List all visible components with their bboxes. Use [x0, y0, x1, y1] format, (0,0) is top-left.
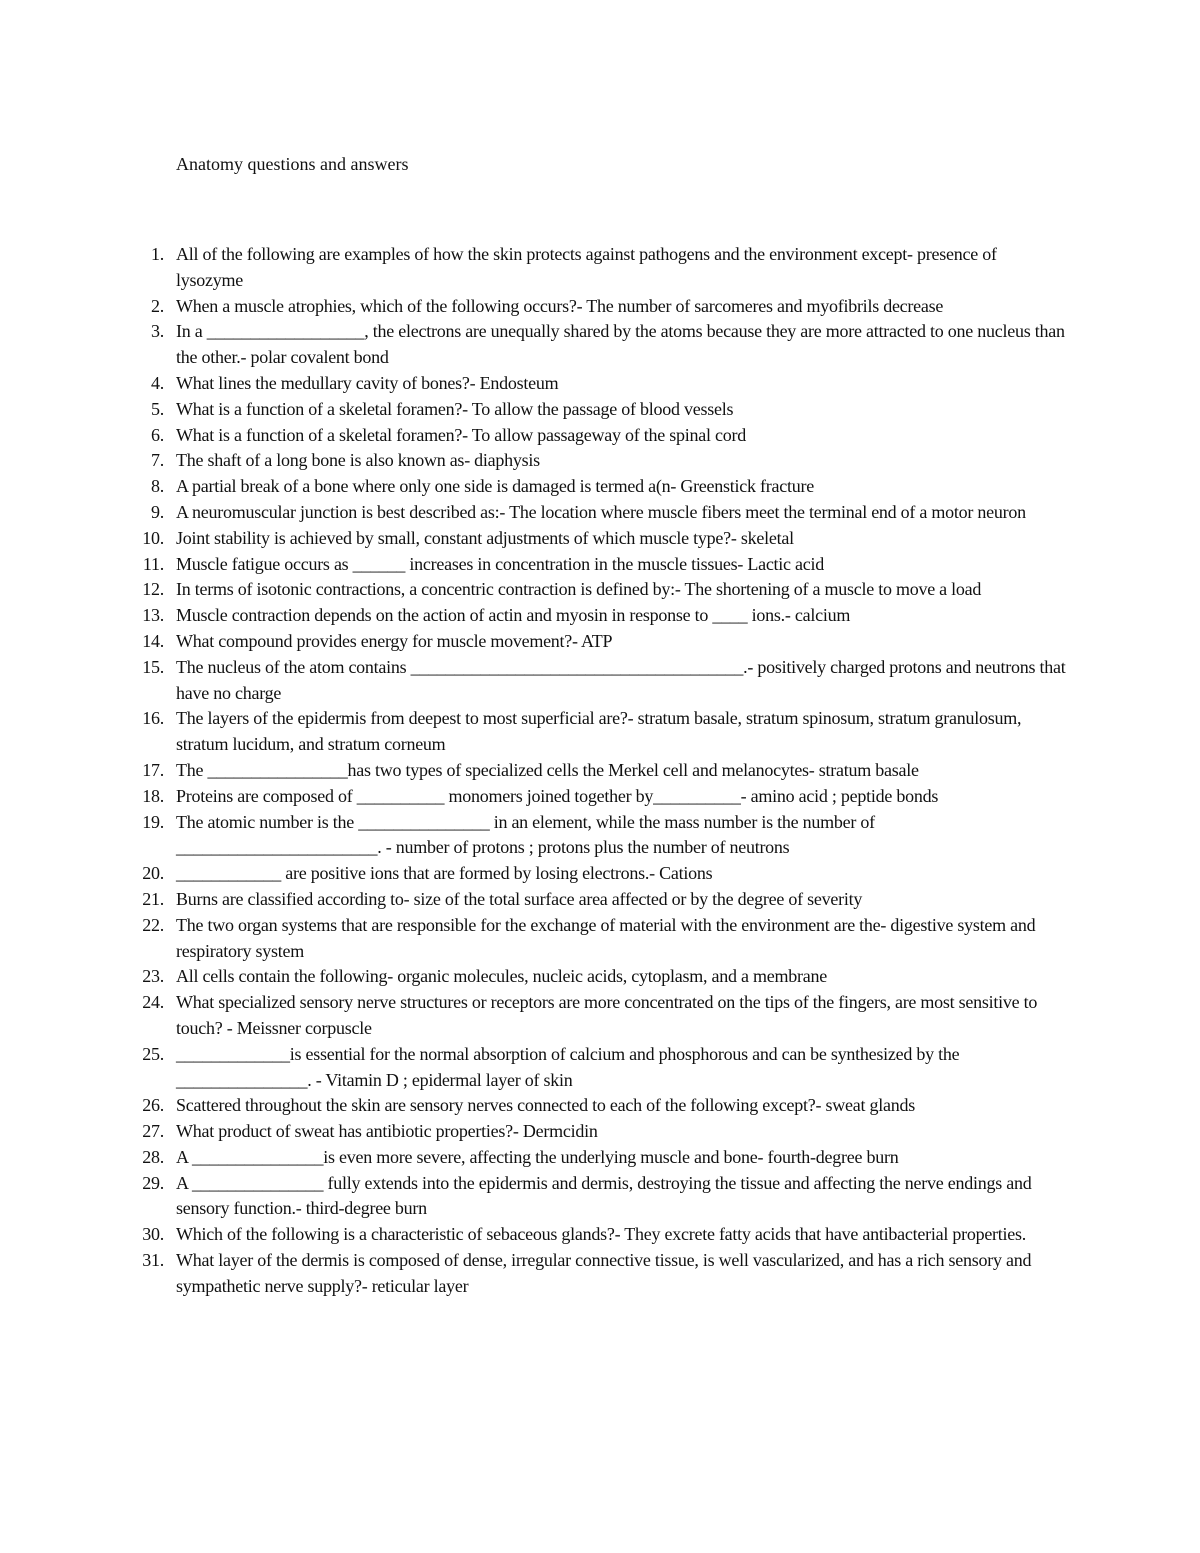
item-text: _____________is essential for the normal absorption of calcium and phosphorous and can be synthesized by the _______________. - Vitamin D ; epidermal layer of skin — [176, 1043, 960, 1090]
item-text: The nucleus of the atom contains ______________________________________.- positively charged protons and neutrons that have no charge — [176, 656, 1066, 703]
item-number: 19. — [142, 811, 164, 832]
item-number: 16. — [142, 708, 164, 729]
item-number: 2. — [151, 295, 164, 316]
item-number: 17. — [142, 759, 164, 780]
item-number: 24. — [142, 992, 164, 1013]
list-item — [0, 1042, 1066, 1094]
list-item — [0, 526, 1066, 552]
list-item — [0, 1119, 1066, 1145]
item-number: 25. — [142, 1043, 164, 1064]
item-number: 20. — [142, 863, 164, 884]
list-item — [0, 913, 1066, 965]
list-item — [0, 964, 1066, 990]
item-text: The shaft of a long bone is also known as- diaphysis — [176, 450, 540, 471]
item-text: A neuromuscular junction is best described as:- The location where muscle fibers meet the terminal end of a motor neuron — [176, 501, 1026, 522]
item-text: The ________________has two types of specialized cells the Merkel cell and melanocytes- stratum basale — [176, 759, 919, 780]
item-number: 30. — [142, 1224, 164, 1245]
item-number: 31. — [142, 1250, 164, 1271]
item-number: 12. — [142, 579, 164, 600]
item-number: 23. — [142, 966, 164, 987]
item-text: All of the following are examples of how the skin protects against pathogens and the environment except- presence of lysozyme — [176, 244, 997, 290]
item-text: The atomic number is the _______________ in an element, while the mass number is the number of _______________________. - number of protons ; protons plus the number of neutrons — [176, 811, 875, 858]
list-item — [0, 990, 1066, 1042]
item-text: Scattered throughout the skin are sensory nerves connected to each of the following except?- sweat glands — [176, 1095, 915, 1116]
list-item — [0, 706, 1066, 758]
list-item — [0, 371, 1066, 397]
list-item — [0, 887, 1066, 913]
list-item — [0, 758, 1066, 784]
list-item — [0, 861, 1066, 887]
list-item — [0, 810, 1066, 862]
item-text: A _______________is even more severe, affecting the underlying muscle and bone- fourth-degree burn — [176, 1146, 899, 1167]
item-text: The two organ systems that are responsible for the exchange of material with the environment are the- digestive system and respiratory system — [176, 914, 1036, 961]
item-number: 3. — [151, 321, 164, 342]
item-text: What specialized sensory nerve structures or receptors are more concentrated on the tips of the fingers, are most sensitive to touch? - Meissner corpuscle — [176, 992, 1038, 1038]
item-number: 14. — [142, 630, 164, 651]
document-title: Anatomy questions and answers — [176, 154, 409, 174]
item-text: A _______________ fully extends into the epidermis and dermis, destroying the tissue and affecting the nerve endings and sensory function.- third-degree burn — [176, 1172, 1032, 1219]
list-item — [0, 784, 1066, 810]
list-item — [0, 552, 1066, 578]
list-item — [0, 1248, 1066, 1300]
item-number: 29. — [142, 1172, 164, 1193]
item-number: 28. — [142, 1146, 164, 1167]
list-item — [0, 242, 1066, 294]
item-text: In a __________________, the electrons are unequally shared by the atoms because they are more attracted to one nucleus than the other.- polar covalent bond — [176, 321, 1065, 368]
list-item — [0, 603, 1066, 629]
item-text: Muscle contraction depends on the action of actin and myosin in response to ____ ions.- calcium — [176, 605, 851, 626]
item-number: 6. — [151, 424, 164, 445]
item-text: What layer of the dermis is composed of dense, irregular connective tissue, is well vascularized, and has a rich sensory and sympathetic nerve supply?- reticular layer — [176, 1250, 1032, 1296]
list-item — [0, 294, 1066, 320]
list-item — [0, 1222, 1066, 1248]
item-number: 5. — [151, 398, 164, 419]
item-text: Joint stability is achieved by small, constant adjustments of which muscle type?- skeletal — [176, 527, 794, 548]
list-item — [0, 474, 1066, 500]
item-number: 8. — [151, 476, 164, 497]
item-text: A partial break of a bone where only one side is damaged is termed a(n- Greenstick fracture — [176, 476, 814, 497]
list-item — [0, 577, 1066, 603]
item-number: 27. — [142, 1121, 164, 1142]
item-text: What compound provides energy for muscle movement?- ATP — [176, 630, 613, 651]
list-item — [0, 1145, 1066, 1171]
list-item — [0, 1093, 1066, 1119]
item-text: What product of sweat has antibiotic properties?- Dermcidin — [176, 1121, 598, 1142]
list-item — [0, 448, 1066, 474]
item-text: Muscle fatigue occurs as ______ increases in concentration in the muscle tissues- Lactic acid — [176, 553, 825, 574]
item-number: 11. — [142, 553, 164, 574]
item-text: When a muscle atrophies, which of the following occurs?- The number of sarcomeres and myofibrils decrease — [176, 295, 944, 316]
item-number: 7. — [151, 450, 164, 471]
list-item — [0, 319, 1066, 371]
item-number: 1. — [151, 244, 164, 264]
item-number: 18. — [142, 785, 164, 806]
item-text: All cells contain the following- organic molecules, nucleic acids, cytoplasm, and a membrane — [176, 966, 827, 987]
list-item — [0, 1171, 1066, 1223]
item-text: What is a function of a skeletal foramen?- To allow passageway of the spinal cord — [176, 424, 746, 445]
question-list — [0, 242, 1200, 1300]
item-text: What is a function of a skeletal foramen?- To allow the passage of blood vessels — [176, 398, 734, 419]
item-number: 26. — [142, 1095, 164, 1116]
item-text: Burns are classified according to- size of the total surface area affected or by the degree of severity — [176, 888, 863, 909]
item-number: 22. — [142, 914, 164, 935]
list-item — [0, 500, 1066, 526]
item-text: ____________ are positive ions that are formed by losing electrons.- Cations — [176, 863, 713, 884]
list-item — [0, 655, 1066, 707]
item-number: 4. — [151, 372, 164, 393]
item-number: 10. — [142, 527, 164, 548]
item-number: 21. — [142, 888, 164, 909]
list-item — [0, 629, 1066, 655]
list-item — [0, 397, 1066, 423]
item-text: What lines the medullary cavity of bones?- Endosteum — [176, 372, 559, 393]
item-text: Which of the following is a characteristic of sebaceous glands?- They excrete fatty acids that have antibacterial properties. — [176, 1224, 1027, 1245]
list-item — [0, 423, 1066, 449]
item-text: Proteins are composed of __________ monomers joined together by__________- amino acid ; peptide bonds — [176, 785, 939, 806]
item-text: The layers of the epidermis from deepest to most superficial are?- stratum basale, stratum spinosum, stratum granulosum, stratum lucidum, and stratum corneum — [176, 708, 1022, 755]
item-number: 9. — [151, 501, 164, 522]
item-number: 13. — [142, 605, 164, 626]
item-number: 15. — [142, 656, 164, 677]
item-text: In terms of isotonic contractions, a concentric contraction is defined by:- The shortening of a muscle to move a load — [176, 579, 982, 600]
